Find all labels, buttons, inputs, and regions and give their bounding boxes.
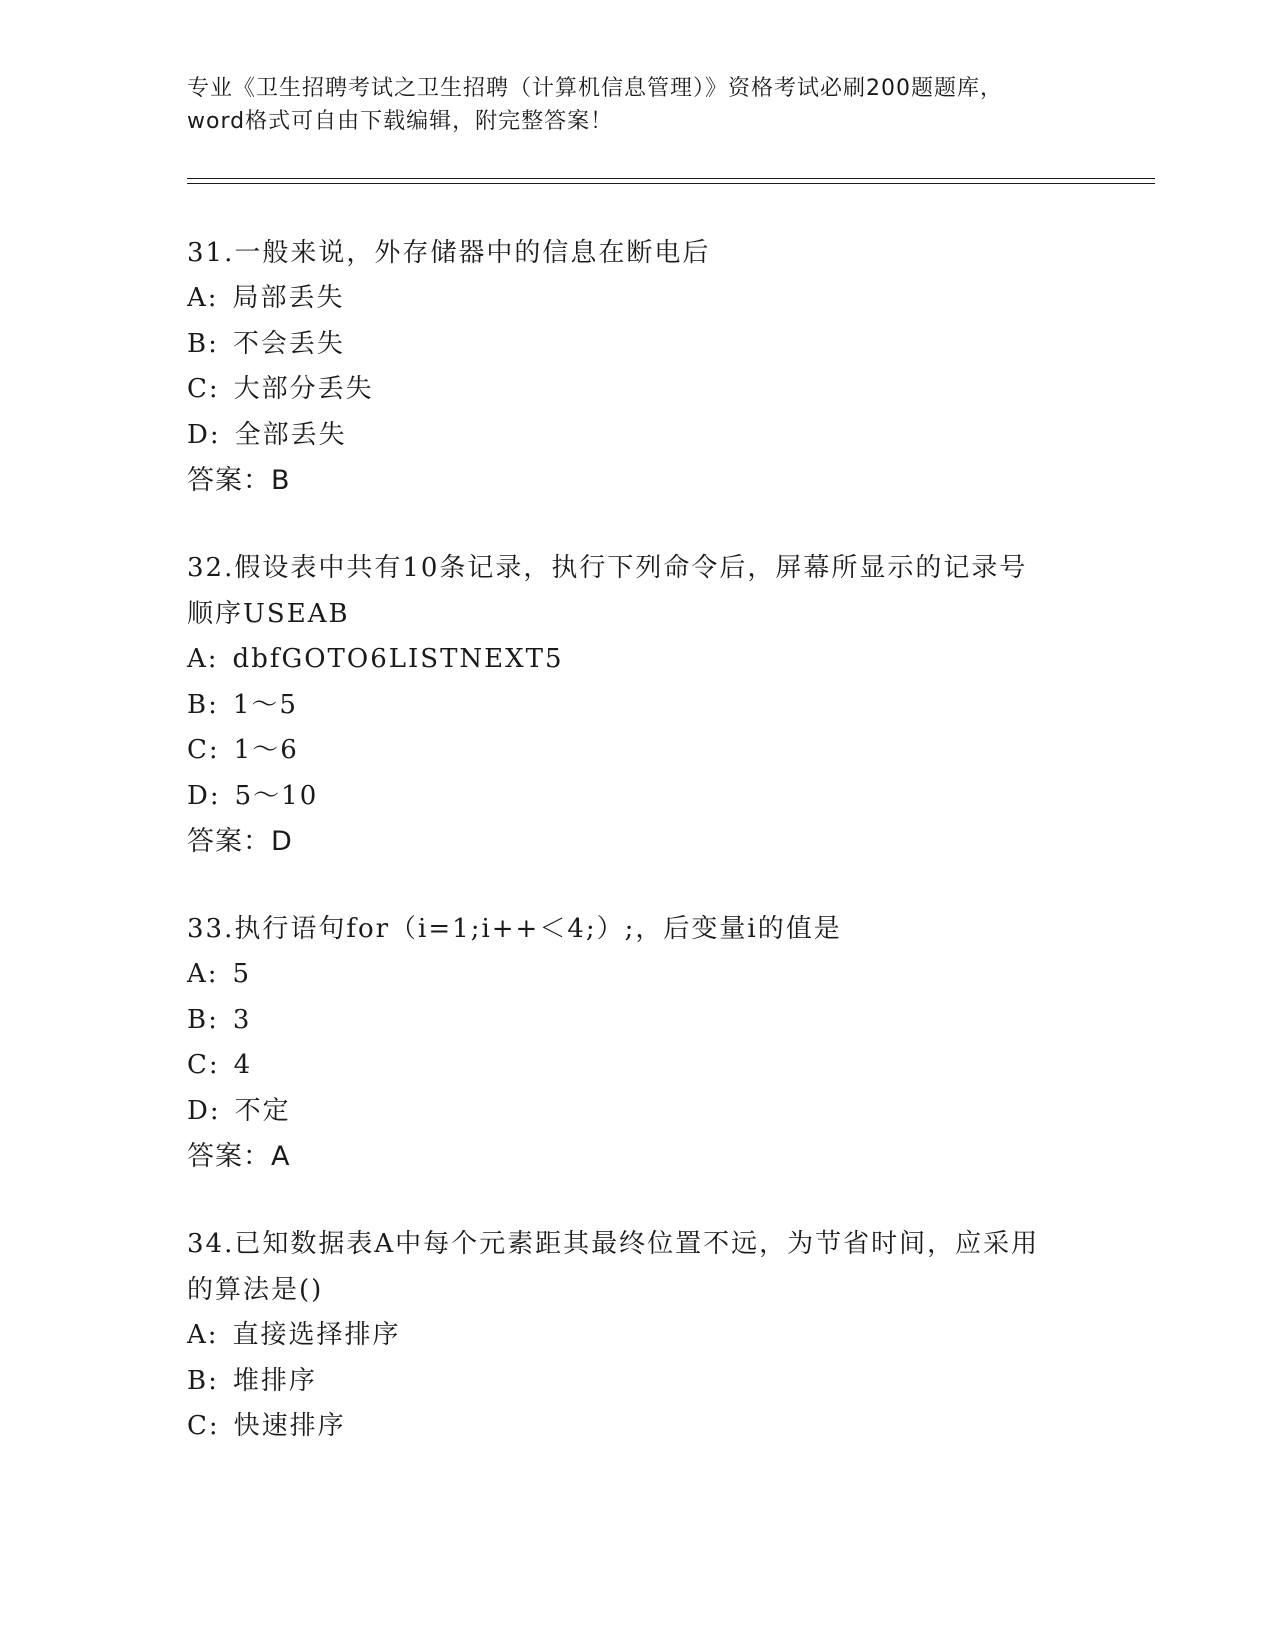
answer-option — [187, 413, 1087, 459]
answer-option — [187, 1043, 1087, 1089]
question-stem: 34.已知数据表A中每个元素距其最终位置不远，为节省时间，应采用 — [187, 1229, 1040, 1259]
answer-option — [187, 276, 1087, 322]
option-key: C: — [187, 735, 220, 765]
option-text: 不会丢失 — [232, 328, 345, 359]
question-stem: 31.一般来说，外存储器中的信息在断电后 — [187, 238, 711, 268]
answer-option — [187, 367, 1087, 413]
option-text: 5～10 — [234, 780, 319, 811]
answer-option — [187, 774, 1087, 820]
answer-option — [187, 1089, 1087, 1135]
answer-key: 答案：D — [187, 826, 293, 857]
answer-option — [187, 728, 1087, 774]
answer-option — [187, 637, 1087, 683]
question-stem: 32.假设表中共有10条记录，执行下列命令后，屏幕所显示的记录号 — [187, 553, 1028, 583]
option-key: B: — [187, 1004, 219, 1035]
option-text: 快速排序 — [233, 1411, 346, 1441]
option-text: 全部丢失 — [234, 419, 347, 450]
header-divider-bottom — [187, 183, 1155, 184]
option-key: C: — [187, 1050, 220, 1080]
option-text: 直接选择排序 — [232, 1320, 401, 1350]
option-text: 不定 — [234, 1095, 291, 1126]
option-text: 4 — [233, 1050, 253, 1080]
answer-option — [187, 1313, 1087, 1359]
option-key: A: — [187, 1320, 219, 1350]
answer-key: 答案：A — [187, 1141, 291, 1172]
question-stem: 的算法是() — [187, 1275, 324, 1305]
option-key: B: — [187, 1365, 219, 1396]
header-title-line-2: word格式可自由下载编辑，附完整答案！ — [187, 109, 614, 134]
option-key: C: — [187, 1411, 220, 1441]
option-key: D: — [187, 419, 221, 450]
question-stem: 顺序USEAB — [187, 599, 350, 629]
answer-option — [187, 952, 1087, 998]
answer-option — [187, 683, 1087, 729]
option-text: 1～6 — [233, 735, 299, 765]
option-key: B: — [187, 689, 219, 720]
answer-key: 答案：B — [187, 465, 291, 496]
question-block — [187, 906, 1087, 1179]
question-stem: 33.执行语句for（i=1;i++＜4;）;，后变量i的值是 — [187, 914, 842, 944]
question-list — [187, 230, 1087, 1492]
option-key: C: — [187, 374, 220, 404]
option-key: A: — [187, 959, 219, 989]
option-text: 5 — [232, 959, 252, 989]
option-key: A: — [187, 283, 219, 313]
option-text: 3 — [232, 1004, 252, 1035]
question-block — [187, 1221, 1087, 1450]
question-block — [187, 230, 1087, 503]
header-divider-top — [187, 178, 1155, 179]
option-text: 局部丢失 — [232, 283, 345, 313]
answer-option — [187, 998, 1087, 1044]
option-key: B: — [187, 328, 219, 359]
option-key: D: — [187, 780, 221, 811]
header-title-line-1: 专业《卫生招聘考试之卫生招聘（计算机信息管理）》资格考试必刷200题题库， — [187, 76, 1003, 101]
option-text: 大部分丢失 — [233, 374, 374, 404]
answer-option — [187, 1359, 1087, 1405]
option-text: 1～5 — [232, 689, 298, 720]
option-key: D: — [187, 1095, 221, 1126]
answer-option — [187, 322, 1087, 368]
document-header — [187, 72, 1087, 138]
option-key: A: — [187, 644, 219, 674]
option-text: dbfGOTO6LISTNEXT5 — [232, 644, 564, 674]
answer-option — [187, 1404, 1087, 1450]
option-text: 堆排序 — [232, 1365, 317, 1396]
question-block — [187, 545, 1087, 864]
